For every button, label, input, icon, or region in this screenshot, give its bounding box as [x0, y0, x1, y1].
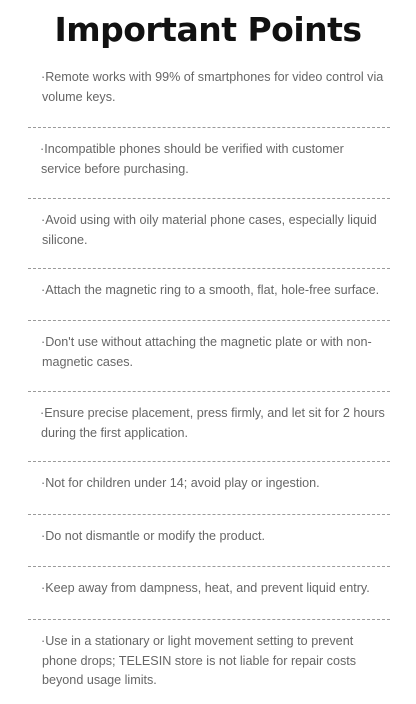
dashed-divider — [28, 514, 390, 515]
dashed-divider — [28, 127, 390, 128]
point-text: ·Use in a stationary or light movement setting to prevent phone drops; TELESIN store is not liable for repair costs beyond usage limits. — [41, 634, 357, 687]
list-item — [28, 523, 390, 559]
list-item — [28, 470, 390, 507]
list-item — [28, 575, 390, 612]
point-text: ·Don't use without attaching the magnetic plate or with non-magnetic cases. — [41, 335, 372, 369]
point-text: ·Remote works with 99% of smartphones for video control via volume keys. — [41, 70, 384, 104]
dashed-divider — [28, 268, 390, 269]
dashed-divider — [28, 320, 390, 321]
dashed-divider — [28, 391, 390, 392]
list-item — [28, 207, 390, 261]
important-points-list — [28, 64, 390, 704]
list-item — [28, 136, 390, 191]
dashed-divider — [28, 566, 390, 567]
dashed-divider — [28, 461, 390, 462]
dashed-divider — [28, 198, 390, 199]
list-item — [28, 628, 390, 704]
list-item — [28, 400, 390, 454]
point-text: ·Not for children under 14; avoid play or ingestion. — [41, 476, 320, 490]
list-item — [28, 329, 390, 384]
point-text: ·Ensure precise placement, press firmly, and let sit for 2 hours during the first application. — [40, 406, 385, 440]
point-text: ·Incompatible phones should be verified with customer service before purchasing. — [40, 142, 344, 176]
list-item — [28, 277, 390, 313]
list-item — [28, 64, 390, 120]
dashed-divider — [28, 619, 390, 620]
point-text: ·Avoid using with oily material phone cases, especially liquid silicone. — [41, 213, 377, 247]
point-text: ·Attach the magnetic ring to a smooth, flat, hole-free surface. — [41, 283, 380, 297]
point-text: ·Keep away from dampness, heat, and prevent liquid entry. — [41, 581, 370, 595]
point-text: ·Do not dismantle or modify the product. — [41, 529, 265, 543]
page-title: Important Points — [54, 10, 362, 49]
